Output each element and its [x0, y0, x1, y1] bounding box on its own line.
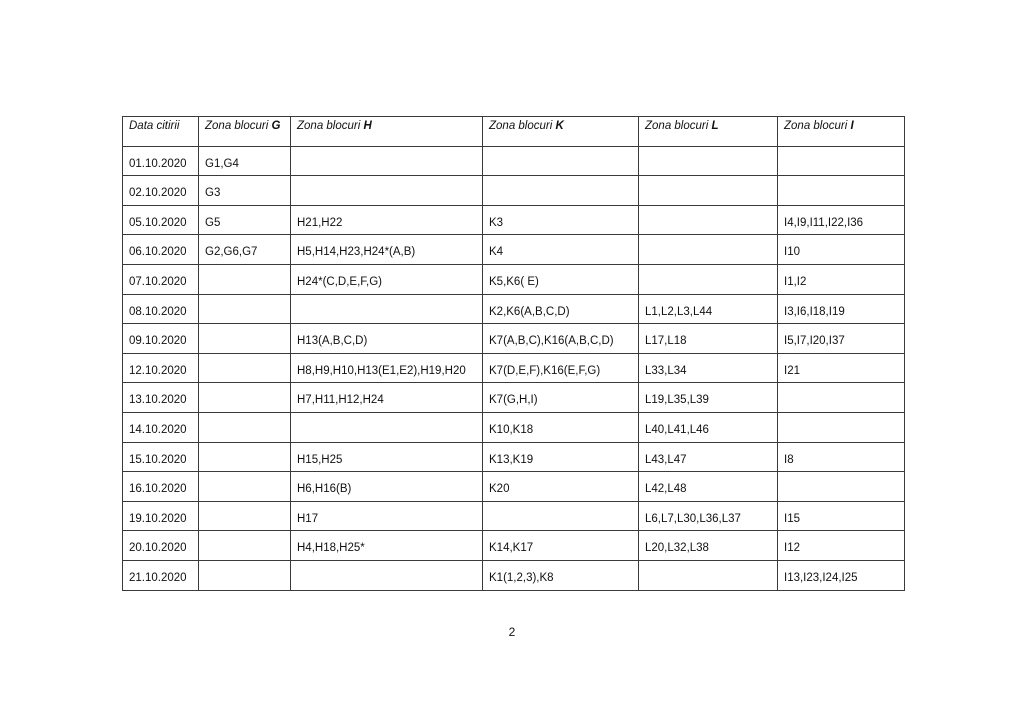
zone-k-cell: K7(A,B,C),K16(A,B,C,D): [483, 324, 639, 354]
table-row: [123, 205, 905, 235]
zone-i-cell: I3,I6,I18,I19: [778, 294, 905, 324]
table-row: [123, 531, 905, 561]
zone-h-cell: H17: [291, 501, 483, 531]
zone-l-cell: L20,L32,L38: [639, 531, 778, 561]
zone-i-cell: I1,I2: [778, 264, 905, 294]
page-number: 2: [508, 625, 516, 639]
zone-g-cell: [199, 472, 291, 502]
date-cell: 01.10.2020: [123, 146, 199, 176]
table-row: [123, 235, 905, 265]
table-row: [123, 176, 905, 206]
zone-g-cell: [199, 531, 291, 561]
zone-k-cell: K7(D,E,F),K16(E,F,G): [483, 353, 639, 383]
zone-l-cell: L19,L35,L39: [639, 383, 778, 413]
zone-k-cell: K13,K19: [483, 442, 639, 472]
zone-k-cell: K3: [483, 205, 639, 235]
zone-l-cell: L42,L48: [639, 472, 778, 502]
zone-k-cell: K14,K17: [483, 531, 639, 561]
zone-i-cell: I21: [778, 353, 905, 383]
table-row: [123, 146, 905, 176]
table-row: [123, 412, 905, 442]
date-cell: 13.10.2020: [123, 383, 199, 413]
date-cell: 06.10.2020: [123, 235, 199, 265]
zone-i-cell: I4,I9,I11,I22,I36: [778, 205, 905, 235]
zone-l-cell: L6,L7,L30,L36,L37: [639, 501, 778, 531]
zone-g-cell: [199, 324, 291, 354]
zone-h-cell: H7,H11,H12,H24: [291, 383, 483, 413]
table-row: [123, 324, 905, 354]
header-date: Data citirii: [123, 117, 199, 147]
zone-l-cell: [639, 235, 778, 265]
zone-l-cell: L43,L47: [639, 442, 778, 472]
zone-i-cell: I10: [778, 235, 905, 265]
zone-h-cell: H4,H18,H25*: [291, 531, 483, 561]
zone-g-cell: [199, 412, 291, 442]
zone-i-cell: I5,I7,I20,I37: [778, 324, 905, 354]
zone-h-cell: H21,H22: [291, 205, 483, 235]
date-cell: 08.10.2020: [123, 294, 199, 324]
table-row: [123, 383, 905, 413]
zone-g-cell: [199, 294, 291, 324]
zone-i-cell: I8: [778, 442, 905, 472]
table-row: [123, 264, 905, 294]
zone-h-cell: H24*(C,D,E,F,G): [291, 264, 483, 294]
zone-g-cell: [199, 442, 291, 472]
table-row: [123, 560, 905, 590]
zone-h-cell: [291, 176, 483, 206]
zone-g-cell: G5: [199, 205, 291, 235]
zone-k-cell: [483, 146, 639, 176]
zone-k-cell: K20: [483, 472, 639, 502]
header-zone-k: Zona blocuri K: [483, 117, 639, 147]
date-cell: 05.10.2020: [123, 205, 199, 235]
zone-g-cell: [199, 501, 291, 531]
zone-i-cell: I15: [778, 501, 905, 531]
zone-k-cell: K10,K18: [483, 412, 639, 442]
date-cell: 15.10.2020: [123, 442, 199, 472]
zone-l-cell: L1,L2,L3,L44: [639, 294, 778, 324]
zone-k-cell: K7(G,H,I): [483, 383, 639, 413]
date-cell: 19.10.2020: [123, 501, 199, 531]
date-cell: 07.10.2020: [123, 264, 199, 294]
zone-h-cell: H5,H14,H23,H24*(A,B): [291, 235, 483, 265]
zone-g-cell: G1,G4: [199, 146, 291, 176]
zone-g-cell: [199, 383, 291, 413]
date-cell: 12.10.2020: [123, 353, 199, 383]
zone-i-cell: I13,I23,I24,I25: [778, 560, 905, 590]
zone-i-cell: [778, 472, 905, 502]
zone-k-cell: K2,K6(A,B,C,D): [483, 294, 639, 324]
date-cell: 20.10.2020: [123, 531, 199, 561]
zone-l-cell: L33,L34: [639, 353, 778, 383]
zone-i-cell: [778, 146, 905, 176]
zone-l-cell: [639, 205, 778, 235]
zone-h-cell: H15,H25: [291, 442, 483, 472]
zone-l-cell: [639, 176, 778, 206]
table-row: [123, 472, 905, 502]
zone-h-cell: H13(A,B,C,D): [291, 324, 483, 354]
zone-l-cell: L17,L18: [639, 324, 778, 354]
zone-k-cell: K4: [483, 235, 639, 265]
zone-g-cell: [199, 560, 291, 590]
header-zone-h: Zona blocuri H: [291, 117, 483, 147]
table-row: [123, 442, 905, 472]
reading-schedule-table: [122, 116, 905, 591]
zone-h-cell: [291, 294, 483, 324]
header-zone-l: Zona blocuri L: [639, 117, 778, 147]
zone-i-cell: [778, 412, 905, 442]
zone-h-cell: H6,H16(B): [291, 472, 483, 502]
date-cell: 09.10.2020: [123, 324, 199, 354]
date-cell: 16.10.2020: [123, 472, 199, 502]
zone-l-cell: [639, 264, 778, 294]
zone-g-cell: G3: [199, 176, 291, 206]
date-cell: 02.10.2020: [123, 176, 199, 206]
zone-k-cell: K5,K6( E): [483, 264, 639, 294]
zone-i-cell: [778, 383, 905, 413]
date-cell: 21.10.2020: [123, 560, 199, 590]
zone-g-cell: [199, 353, 291, 383]
table-header-row: [123, 117, 905, 147]
header-zone-i: Zona blocuri I: [778, 117, 905, 147]
zone-i-cell: [778, 176, 905, 206]
table-row: [123, 294, 905, 324]
zone-l-cell: L40,L41,L46: [639, 412, 778, 442]
zone-h-cell: [291, 146, 483, 176]
zone-g-cell: G2,G6,G7: [199, 235, 291, 265]
zone-k-cell: K1(1,2,3),K8: [483, 560, 639, 590]
zone-h-cell: H8,H9,H10,H13(E1,E2),H19,H20: [291, 353, 483, 383]
zone-k-cell: [483, 176, 639, 206]
table-row: [123, 501, 905, 531]
zone-h-cell: [291, 560, 483, 590]
zone-l-cell: [639, 146, 778, 176]
header-zone-g: Zona blocuri G: [199, 117, 291, 147]
zone-k-cell: [483, 501, 639, 531]
zone-i-cell: I12: [778, 531, 905, 561]
zone-l-cell: [639, 560, 778, 590]
table-row: [123, 353, 905, 383]
date-cell: 14.10.2020: [123, 412, 199, 442]
zone-h-cell: [291, 412, 483, 442]
zone-g-cell: [199, 264, 291, 294]
